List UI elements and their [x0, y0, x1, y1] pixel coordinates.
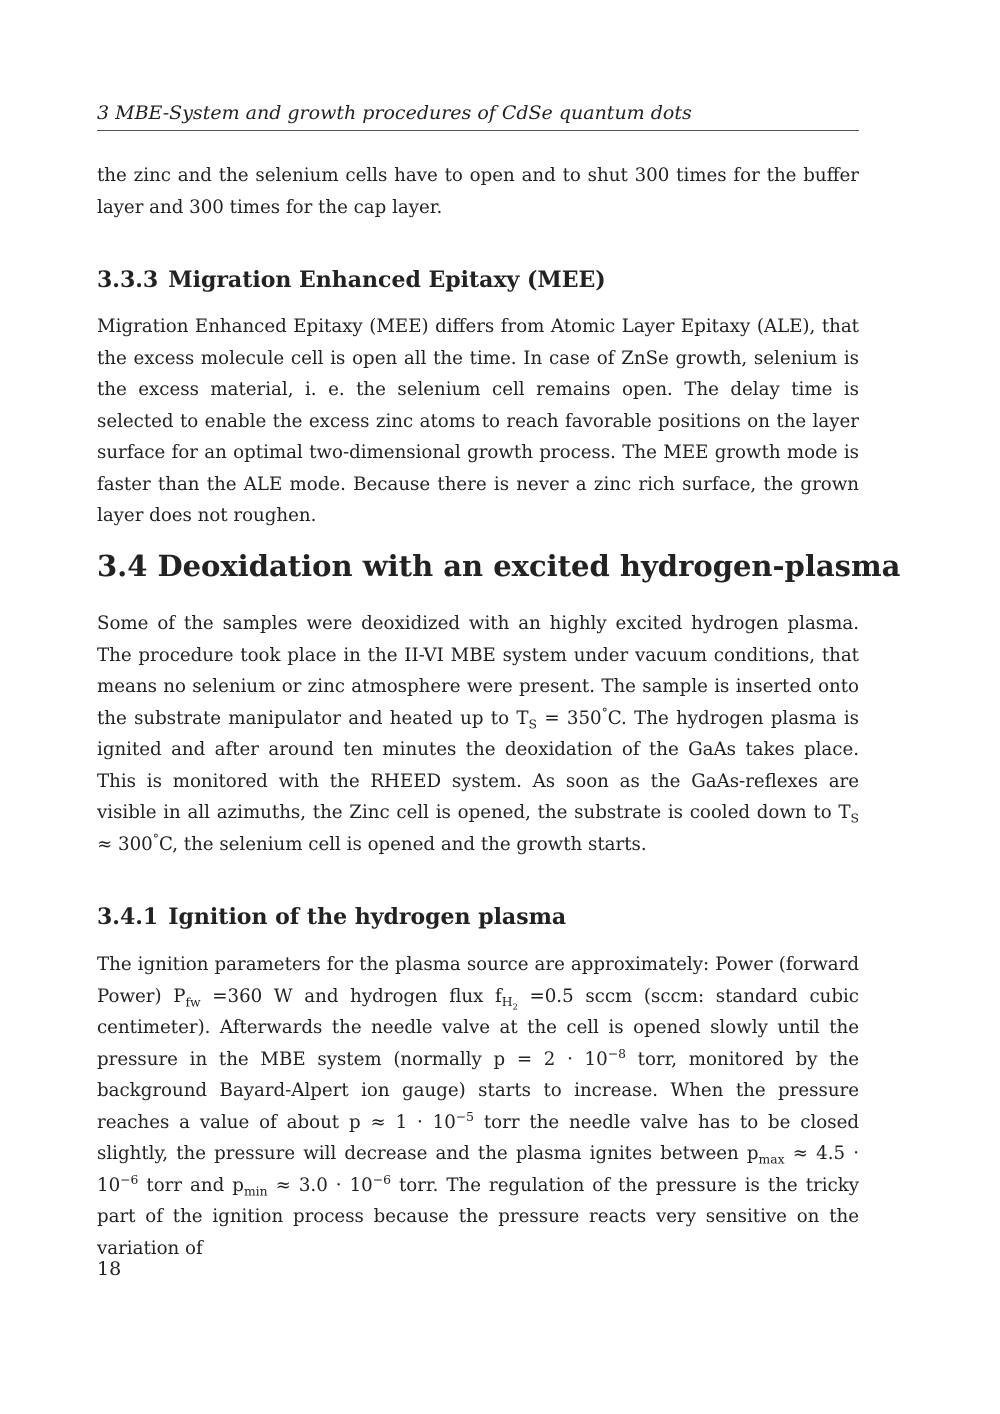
- math-symbol: p: [746, 1143, 759, 1164]
- text-run: = 350: [537, 707, 602, 729]
- text-run: torr, monitored by the background Bayard-Alpert ion gauge) starts to increase. When the pressure reaches a value of about p ≈ 1 · 10: [97, 1048, 860, 1133]
- text-run: =0.5 sccm (sccm: standard cubic centimeter). Afterwards the needle valve at the cell is opened slowly until the pressure in the MBE system (normally p = 2 · 10: [97, 985, 859, 1070]
- intro-paragraph: the zinc and the selenium cells have to open and to shut 300 times for the buffer layer and 300 times for the cap layer.: [97, 165, 859, 218]
- math-subscript: fw: [185, 995, 201, 1010]
- math-symbol: p: [232, 1174, 244, 1196]
- subsection-3-3-3-heading: [97, 265, 859, 295]
- deoxidation-paragraph: [97, 608, 859, 860]
- math-exponent: −8: [607, 1046, 626, 1061]
- math-exponent: −6: [372, 1172, 391, 1187]
- mee-paragraph-block: [97, 311, 859, 532]
- deoxidation-paragraph-block: [97, 608, 859, 860]
- text-run: Some of the samples were deoxidized with an highly excited hydrogen plasma. The procedure took place in the II-VI MBE system under vacuum conditions, that means no selenium or zinc atmosphere were present. The sample is inserted onto the substrate manipulator and heated up to: [97, 613, 859, 729]
- section-title: Deoxidation with an excited hydrogen-plasma: [157, 549, 901, 583]
- subsection-title: Ignition of the hydrogen plasma: [168, 904, 567, 930]
- math-exponent: −5: [455, 1109, 475, 1124]
- section-number: 3.4: [97, 549, 148, 583]
- intro-paragraph-block: [97, 160, 859, 223]
- math-subscript: max: [758, 1152, 785, 1167]
- subsection-number: 3.3.3: [97, 267, 159, 293]
- mee-paragraph: Migration Enhanced Epitaxy (MEE) differs from Atomic Layer Epitaxy (ALE), that the excess molecule cell is open all the time. In case of ZnSe growth, selenium is the excess material, i. e. the selenium cell remains open. The delay time is selected to enable the excess zinc atoms to reach favorable positions on the layer surface for an optimal two-dimensional growth process. The MEE growth mode is faster than the ALE mode. Because there is never a zinc rich surface, the grown layer does not roughen.: [97, 316, 859, 526]
- math-symbol: T: [516, 707, 529, 729]
- math-sub-subscript: 2: [512, 1001, 518, 1012]
- text-run: torr and: [138, 1174, 233, 1196]
- text-run: C, the selenium cell is opened and the growth starts.: [158, 833, 647, 855]
- math-symbol: P: [173, 985, 186, 1007]
- subsection-3-4-1-heading: [97, 902, 859, 932]
- text-run: =360 W and hydrogen flux: [200, 985, 495, 1007]
- math-subscript: min: [243, 1184, 268, 1199]
- math-symbol: f: [494, 985, 502, 1007]
- math-subscript: S: [850, 811, 859, 826]
- text-run: torr the needle valve has to be closed slightly, the pressure will decrease and the plasma ignites between: [97, 1111, 859, 1164]
- section-3-4-heading: [97, 548, 901, 584]
- subsection-heading: [97, 902, 859, 932]
- text-run: ≈ 3.0 · 10: [267, 1174, 373, 1196]
- text-run: ≈ 300: [97, 833, 153, 855]
- text-run: ≈ 4.5 · 10: [97, 1143, 859, 1196]
- page-number: 18: [97, 1258, 122, 1280]
- running-head: 3 MBE-System and growth procedures of CdSe quantum dots: [97, 100, 859, 131]
- ignition-paragraph: [97, 949, 859, 1264]
- section-heading: [97, 548, 901, 584]
- text-run: torr. The regulation of the pressure is the tricky part of the ignition process because the pressure reacts very sensitive on the variation of: [97, 1174, 859, 1259]
- math-subscript: [501, 995, 518, 1012]
- ignition-paragraph-block: [97, 949, 859, 1264]
- math-symbol: T: [838, 802, 851, 823]
- math-subscript-text: H: [501, 995, 513, 1010]
- subsection-number: 3.4.1: [97, 904, 159, 930]
- degree-symbol: °: [601, 705, 608, 720]
- subsection-title: Migration Enhanced Epitaxy (MEE): [168, 267, 606, 293]
- text-run: C. The hydrogen plasma is ignited and after around ten minutes the deoxidation of the GaAs takes place. This is monitored with the RHEED system. As soon as the GaAs-reflexes are visible in all azimuths, the Zinc cell is opened, the substrate is cooled down to: [97, 707, 859, 823]
- math-exponent: −6: [120, 1172, 139, 1187]
- math-subscript: S: [528, 717, 537, 732]
- subsection-heading: [97, 265, 859, 295]
- degree-symbol: °: [152, 831, 159, 846]
- text-run: The ignition parameters for the plasma source are approximately: Power (forward Power): [97, 954, 859, 1007]
